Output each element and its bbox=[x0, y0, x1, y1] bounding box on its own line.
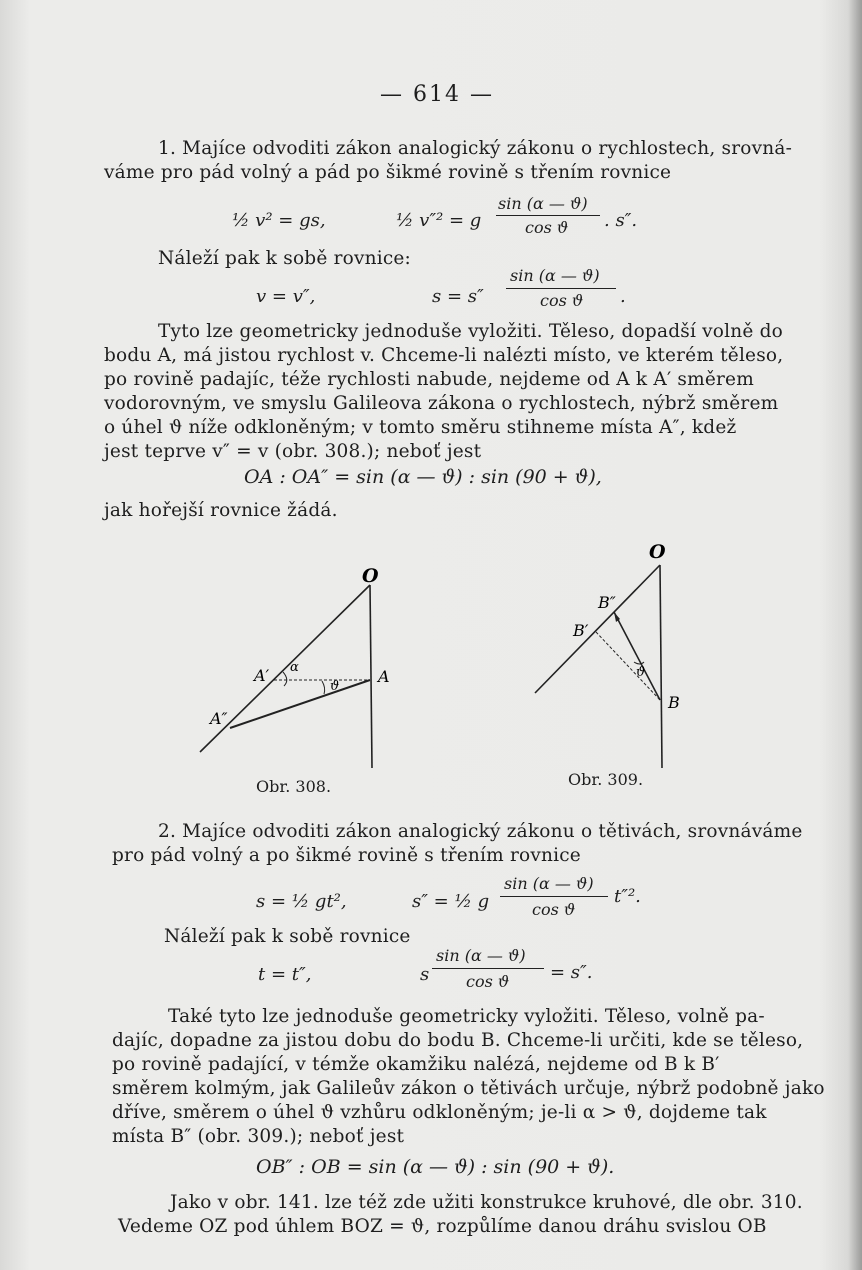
s2-para-5: dříve, směrem o úhel ϑ vzhůru odkloněným; je-li α > ϑ, dojdeme tak bbox=[112, 1102, 767, 1123]
fig308-vertical-line bbox=[370, 585, 372, 768]
fig308-label-A-double: A″ bbox=[210, 709, 228, 728]
fig309-vertical-line bbox=[660, 565, 662, 768]
page-number: — 614 — bbox=[380, 82, 494, 107]
s1-closing: jak hořejší rovnice žádá. bbox=[104, 500, 338, 521]
s1-eq1-left: ½ v² = gs, bbox=[232, 210, 326, 231]
s1-eq1-right-suffix: . s″. bbox=[604, 210, 638, 231]
s1-para-4: vodorovným, ve smyslu Galileova zákona o rychlostech, nýbrž směrem bbox=[104, 393, 779, 414]
s2-eq2-right-prefix: s bbox=[420, 964, 430, 985]
s2-belong: Náleží pak k sobě rovnice bbox=[164, 926, 411, 947]
s2-eq1-frac-num: sin (α — ϑ) bbox=[504, 874, 594, 893]
s1-ratio: OA : OA″ = sin (α — ϑ) : sin (90 + ϑ), bbox=[244, 466, 602, 488]
fig309-caption: Obr. 309. bbox=[568, 770, 644, 789]
s2-eq2-right-suffix: = s″. bbox=[550, 962, 593, 983]
s2-closing-2: Vedeme OZ pod úhlem BOZ = ϑ, rozpůlíme danou dráhu svislou OB bbox=[118, 1216, 767, 1237]
fig309-label-B-prime: B′ bbox=[573, 621, 589, 640]
fig308-label-alpha: α bbox=[290, 660, 299, 675]
s1-eq1-right-prefix: ½ v″² = g bbox=[396, 210, 482, 231]
s1-para-5: o úhel ϑ níže odkloněným; v tomto směru stihneme místa A″, kdež bbox=[104, 417, 737, 438]
fig309-label-theta: ϑ bbox=[636, 665, 646, 680]
fig309-label-B-double: B″ bbox=[598, 593, 616, 612]
fig308-deflected-line bbox=[230, 680, 370, 728]
fig308-label-A: A bbox=[378, 667, 390, 686]
s1-para-3: po rovině padajíc, téže rychlosti nabude, nejdeme od A k A′ směrem bbox=[104, 369, 754, 390]
s1-eq2-right-suffix: . bbox=[620, 286, 626, 307]
fig308-label-theta: ϑ bbox=[330, 679, 340, 694]
fig309-label-O: O bbox=[649, 541, 666, 563]
s2-eq1-right-prefix: s″ = ½ g bbox=[412, 891, 490, 912]
s2-eq1-left: s = ½ gt², bbox=[256, 891, 347, 912]
s2-eq1-frac-bar bbox=[500, 896, 608, 897]
s2-closing-1: Jako v obr. 141. lze též zde užiti konstrukce kruhové, dle obr. 310. bbox=[170, 1192, 803, 1213]
s1-eq2-frac-num: sin (α — ϑ) bbox=[510, 266, 600, 285]
fig308-caption: Obr. 308. bbox=[256, 777, 332, 796]
fig308-label-A-prime: A′ bbox=[254, 666, 270, 685]
s1-eq2-frac-den: cos ϑ bbox=[540, 291, 584, 310]
s1-belong: Náleží pak k sobě rovnice: bbox=[158, 248, 411, 269]
s2-para-4: směrem kolmým, jak Galileův zákon o tětivách určuje, nýbrž podobně jako bbox=[112, 1078, 825, 1099]
s2-para-1: Také tyto lze jednoduše geometricky vyložiti. Těleso, volně pa- bbox=[168, 1006, 765, 1027]
s2-line-1: 2. Majíce odvoditi zákon analogický zákonu o tětivách, srovnáváme bbox=[158, 821, 803, 842]
s2-eq2-left: t = t″, bbox=[258, 964, 312, 985]
s2-ratio: OB″ : OB = sin (α — ϑ) : sin (90 + ϑ). bbox=[256, 1156, 615, 1178]
fig308-label-O: O bbox=[362, 565, 379, 587]
fig309-label-B: B bbox=[668, 693, 680, 712]
s2-eq2-frac-den: cos ϑ bbox=[466, 972, 510, 991]
s2-eq1-frac-den: cos ϑ bbox=[532, 900, 576, 919]
s2-line-2: pro pád volný a po šikmé rovině s třením rovnice bbox=[112, 845, 581, 866]
s1-para-6: jest teprve v″ = v (obr. 308.); neboť jest bbox=[104, 441, 482, 462]
s1-line-1: 1. Majíce odvoditi zákon analogický zákonu o rychlostech, srovná- bbox=[158, 138, 793, 159]
s2-eq2-frac-bar bbox=[432, 968, 544, 969]
s2-eq2-frac-num: sin (α — ϑ) bbox=[436, 946, 526, 965]
fig309-perpendicular-dashed bbox=[596, 632, 660, 700]
s1-para-1: Tyto lze geometricky jednoduše vyložiti. Těleso, dopadší volně do bbox=[158, 321, 783, 342]
s1-eq1-frac-den: cos ϑ bbox=[525, 218, 569, 237]
s1-para-2: bodu A, má jistou rychlost v. Chceme-li nalézti místo, ve kterém těleso, bbox=[104, 345, 784, 366]
s2-para-6: místa B″ (obr. 309.); neboť jest bbox=[112, 1126, 405, 1147]
s2-para-2: dajíc, dopadne za jistou dobu do bodu B. Chceme-li určiti, kde se těleso, bbox=[112, 1030, 804, 1051]
fig308-theta-arc bbox=[322, 681, 325, 694]
fig308-alpha-arc bbox=[283, 672, 287, 686]
s1-line-2: váme pro pád volný a pád po šikmé rovině s třením rovnice bbox=[104, 162, 672, 183]
s1-eq2-left: v = v″, bbox=[256, 286, 316, 307]
s2-eq1-right-suffix: t″². bbox=[614, 886, 641, 907]
s2-para-3: po rovině padající, v témže okamžiku nalézá, nejdeme od B k B′ bbox=[112, 1054, 720, 1075]
fig309-theta-arc bbox=[634, 662, 644, 664]
fig309-deflected-line bbox=[614, 612, 660, 700]
s1-eq1-frac-num: sin (α — ϑ) bbox=[498, 194, 588, 213]
s1-eq2-right-prefix: s = s″ bbox=[432, 286, 484, 307]
